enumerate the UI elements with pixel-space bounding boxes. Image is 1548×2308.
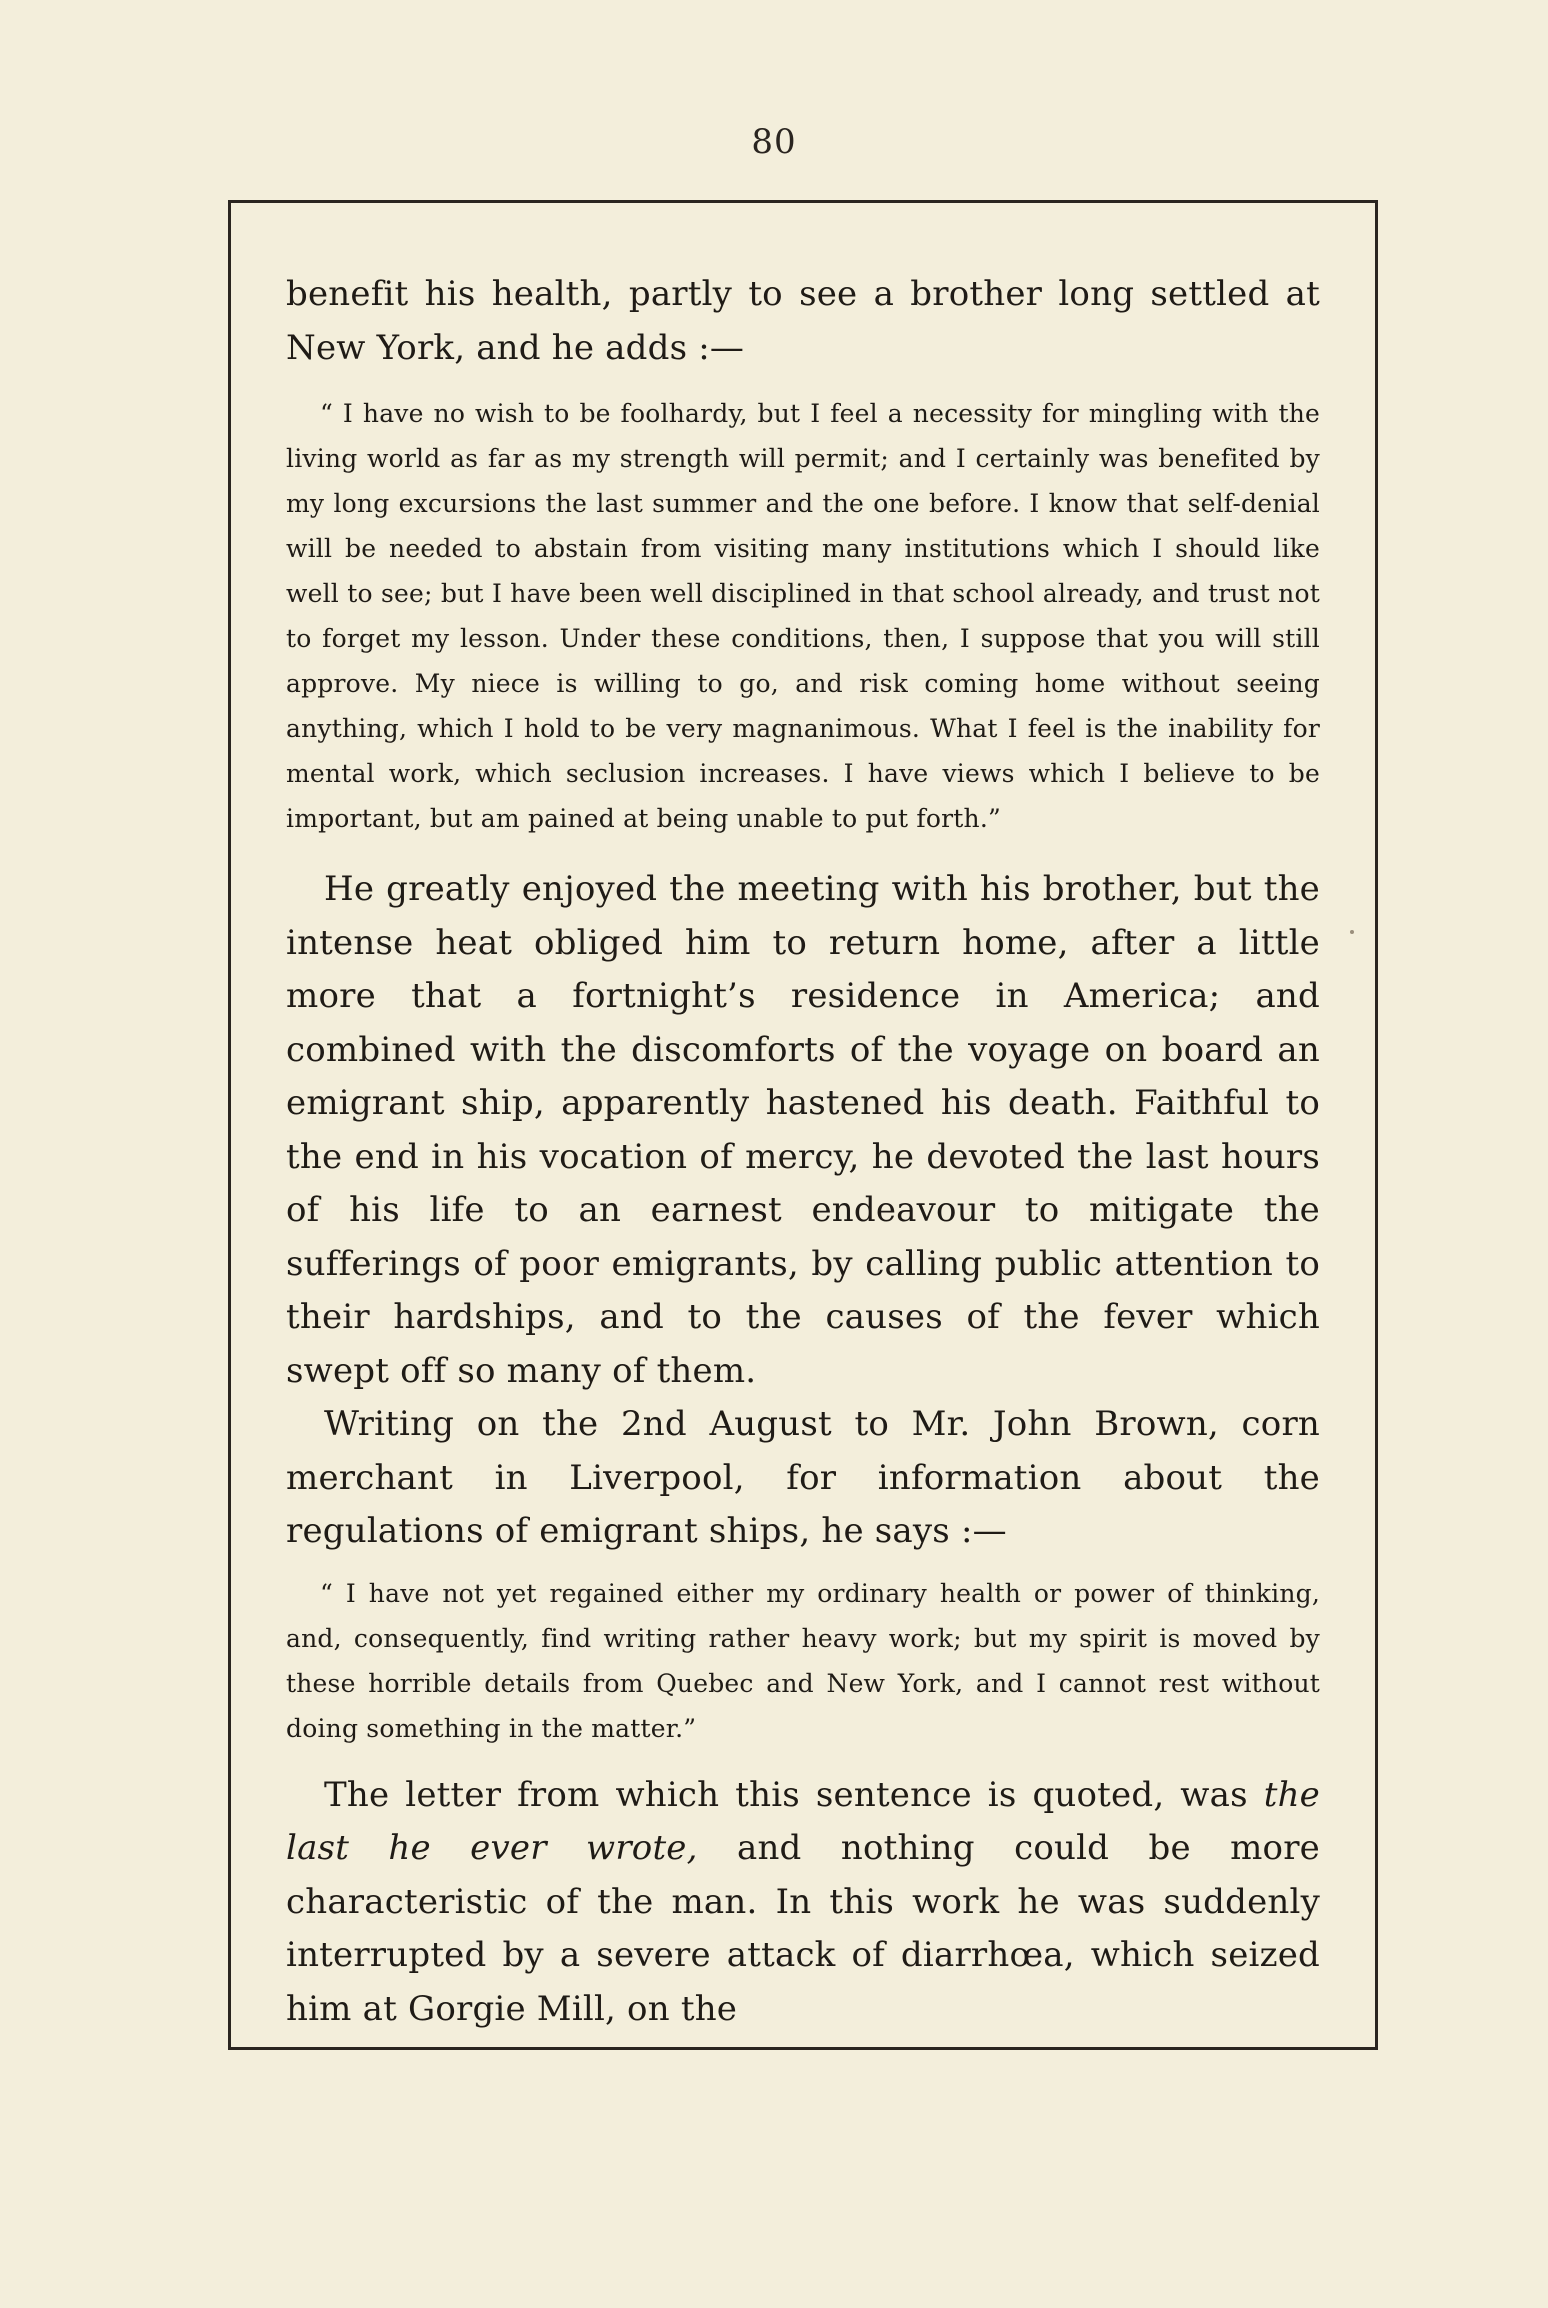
block-quote-letter: “ I have no wish to be foolhardy, but I feel a necessity for mingling with the living world as far as my strength will permit; and I certainly was benefited by my long excursions the last summer and the one before. I know that self-denial will be needed to abstain from visiting many institutions which I should like well to see; but I have been well disciplined in that school already, and trust not to forget my lesson. Under these conditions, then, I suppose that you will still approve. My niece is willing to go, and risk coming home without seeing anything, which I hold to be very magnanimous. What I feel is the inability for mental work, which seclusion increases. I have views which I believe to be important, but am pained at being unable to put forth.” [286, 399, 1320, 833]
paragraph-last-letter-italic: the last he ever wrote, [286, 1774, 1320, 1868]
paper-speck [1350, 930, 1354, 934]
paragraph-writing-to-brown: Writing on the 2nd August to Mr. John Brown, corn merchant in Liverpool, for information about the regulations of emigrant ships, he says :— [286, 1404, 1320, 1551]
paragraph-continuation: benefit his health, partly to see a brother long settled at New York, and he adds :— [286, 274, 1320, 368]
paragraph-brother-visit: He greatly enjoyed the meeting with his brother, but the intense heat obliged him to return home, after a little more that a fortnight’s residence in America; and combined with the discomforts of the voyage on board an emigrant ship, apparently hastened his death. Faithful to the end in his vocation of mercy, he devoted the last hours of his life to an earnest endeavour to mitigate the sufferings of poor emigrants, by calling public attention to their hardships, and to the causes of the fever which swept off so many of them. [286, 869, 1320, 1391]
page-content [286, 268, 1320, 2036]
paragraph-last-letter [286, 1769, 1320, 2037]
paragraph-last-letter-start: The letter from which this sentence is quoted, was [324, 1774, 1264, 1815]
page-number: 80 [751, 122, 797, 162]
paragraph-last-letter-end: and nothing could be more characteristic of the man. In this work he was suddenly interrupted by a severe attack of diarrhœa, which seized him at Gorgie Mill, on the [286, 1828, 1320, 2029]
block-quote-brown-letter: “ I have not yet regained either my ordinary health or power of thinking, and, consequently, find writing rather heavy work; but my spirit is moved by these horrible details from Quebec and New York, and I cannot rest without doing something in the matter.” [286, 1578, 1320, 1743]
